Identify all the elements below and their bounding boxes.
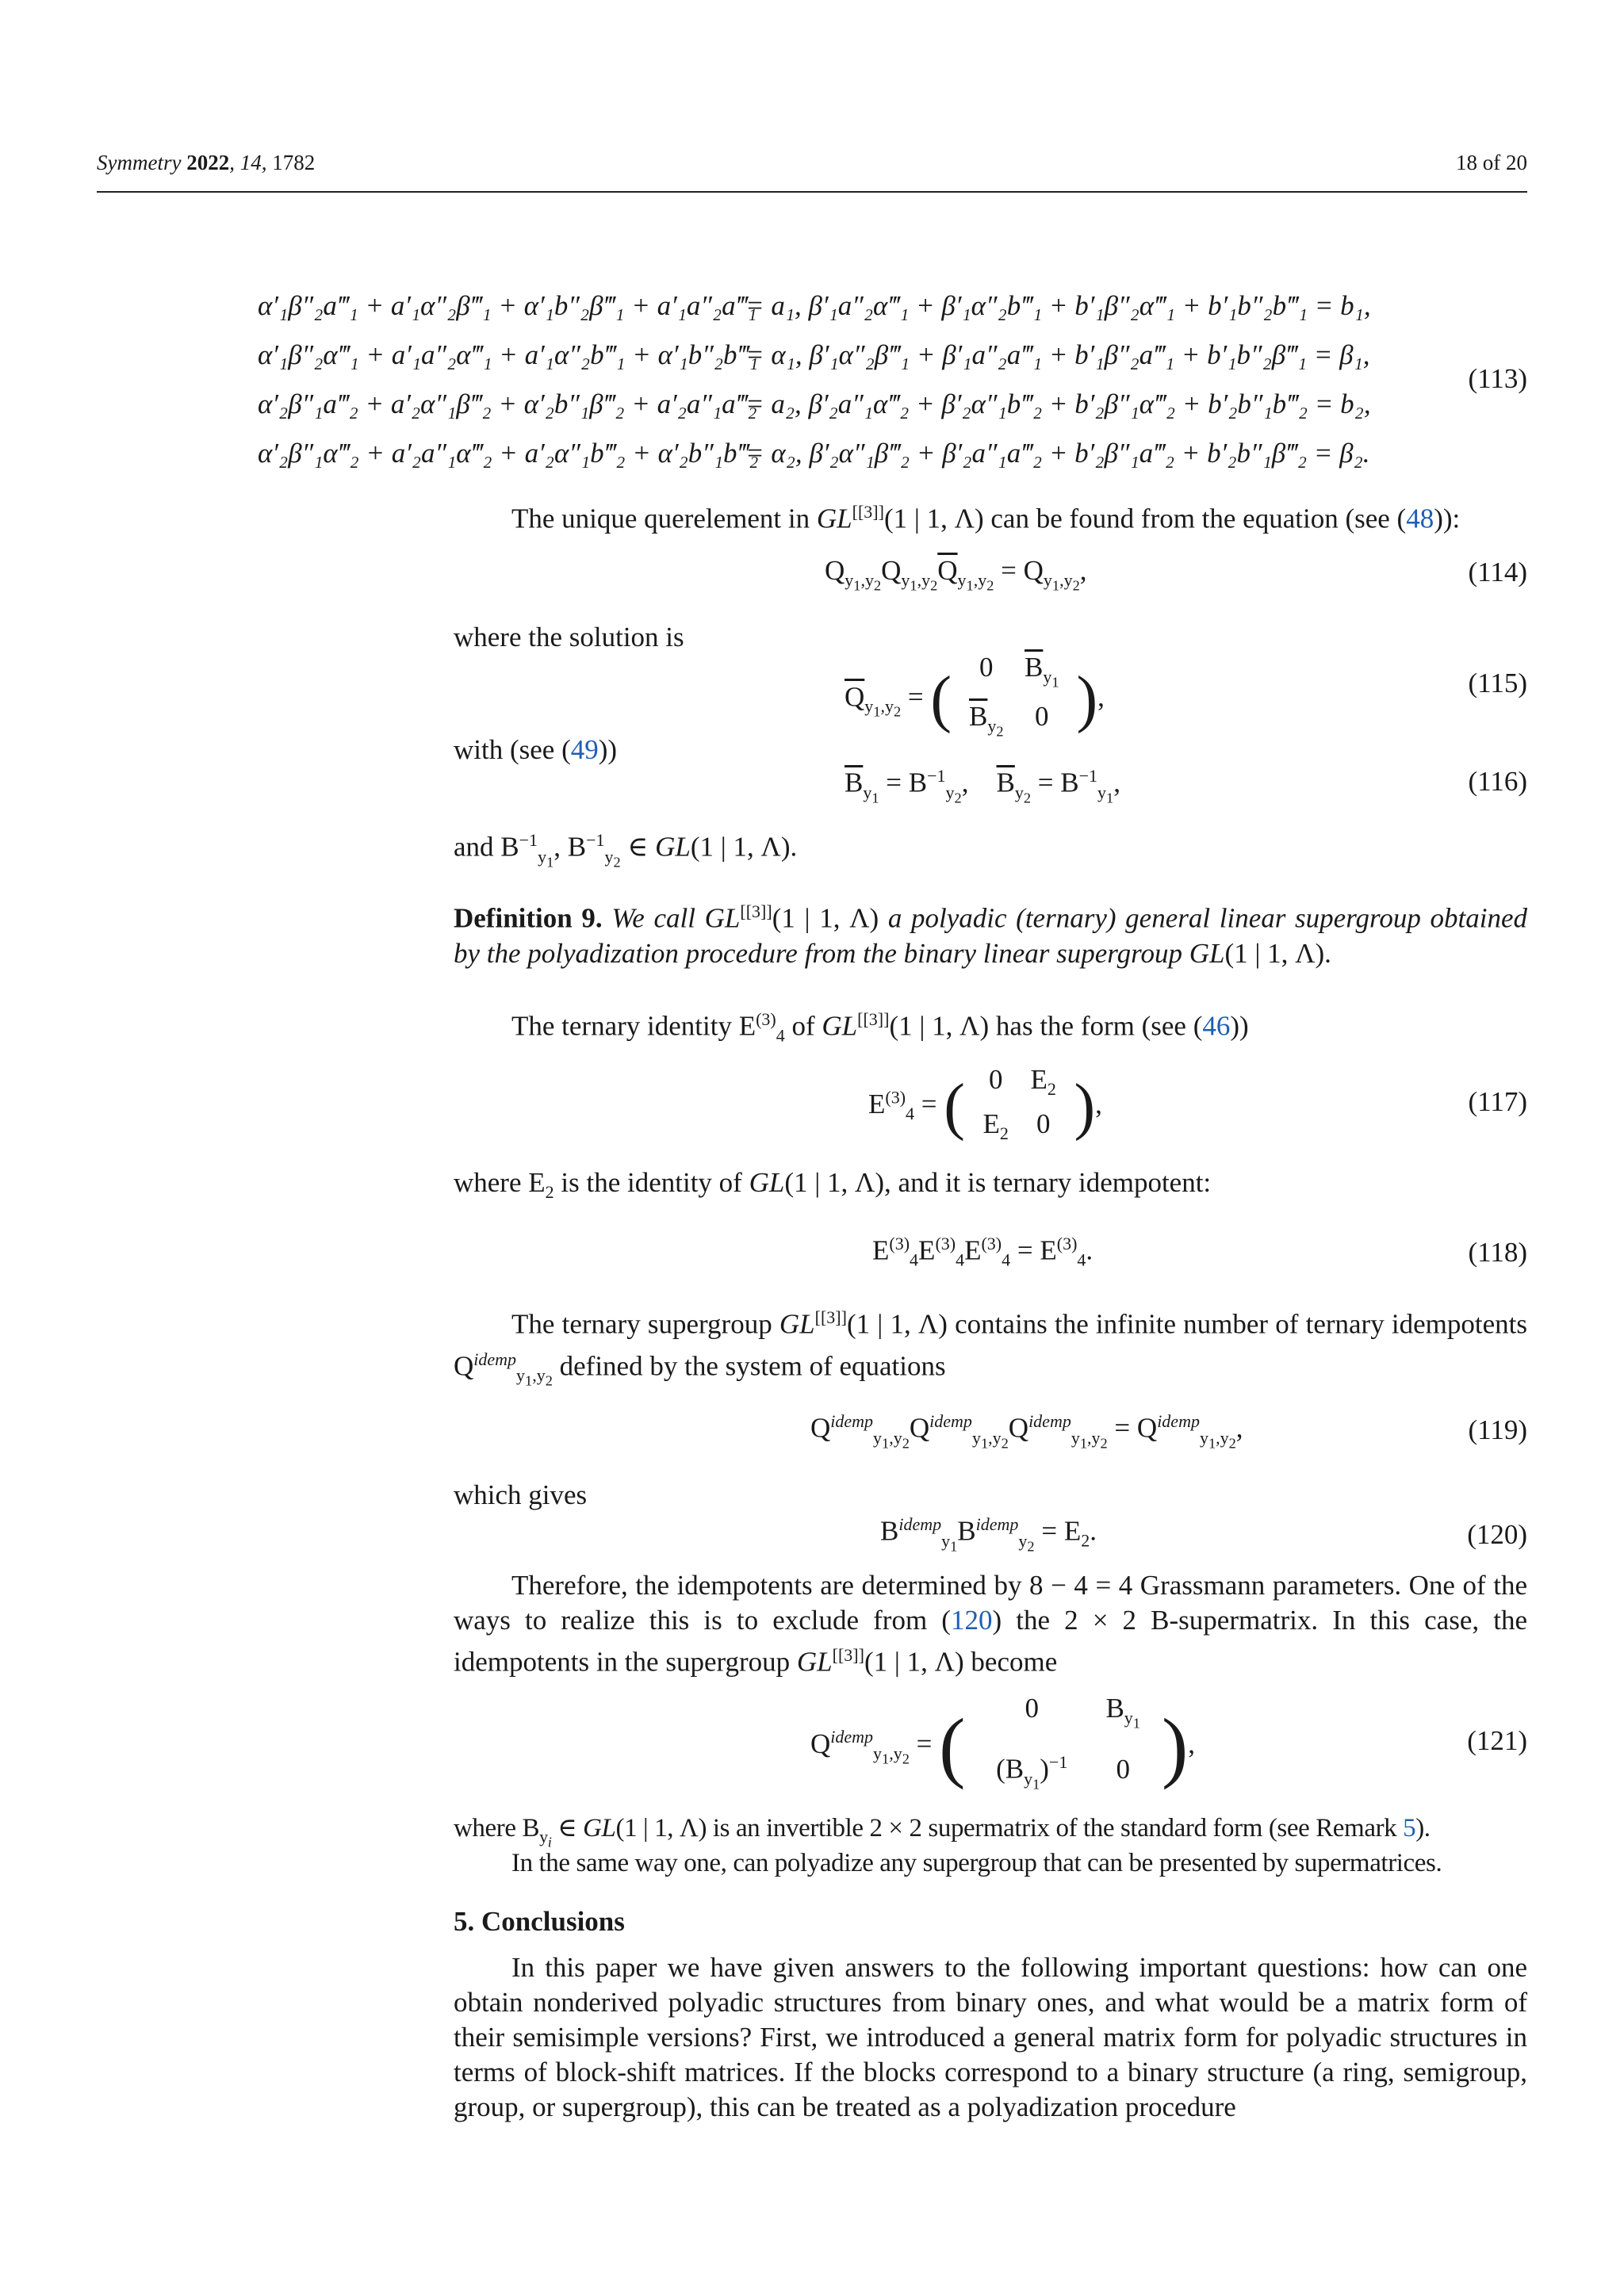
equation-114: $Q_{y_1,y_2}Q_{y_1,y_2}\overline{Q}_{y_1,y_2} = Q_{y_1,y_2}$, xyxy=(825,555,1087,594)
equation-116: $\overline{B}_{y_1} = B^{-1}_{y_2}$, $\overline{B}_{y_2} = B^{-1}_{y_1}$, xyxy=(845,766,1120,806)
equation-number-118: (118) xyxy=(1468,1237,1527,1268)
paragraph-conclusions: In this paper we have given answers to the following important questions: how can one obtain nonderived polyadic structures from binary ones, and what would be a matrix form of their semisimple versions? First, we introduced a general matrix form for polyadic structures in terms of block-shift matrices. If the blocks correspond to a binary structure (a ring, semigroup, group, or supergroup), this can be treated as a polyadization procedure xyxy=(454,1952,1527,2122)
running-header-journal: Symmetry 2022, 14, 1782 xyxy=(97,151,316,174)
paragraph-polyadize-any: In the same way one, can polyadize any supergroup that can be presented by supermatrices. xyxy=(511,1849,1442,1877)
equation-113-line-1: α′₁β″₂a‴₁ + a′₁α″₂β‴₁ + α′₁b″₂β‴₁ + a′₁a″₂a‴₁ = a₁, β′₁a″₂α‴₁ + β′₁α″₂b‴₁ + b′₁β″₂α‴₁ + b′₁b″₂b‴₁ = b₁, xyxy=(258,290,1371,321)
equation-number-115: (115) xyxy=(1468,668,1527,698)
paragraph-with-see: with (see (49)) xyxy=(454,734,618,765)
equation-118: $E^{(3)}_4E^{(3)}_4E^{(3)}_4 = E^{(3)}_4$. xyxy=(872,1234,1094,1270)
definition-9: Definition 9. We call GL[[3]](1 | 1, Λ) a polyadic (ternary) general linear supergroup obtained by the polyadization procedure from the binary linear supergroup GL(1 | 1, Λ). xyxy=(454,901,1527,969)
paragraph-and-inverse: and $B^{-1}_{y_1}$, $B^{-1}_{y_2}$ ∈ GL(1 | 1, Λ). xyxy=(454,830,798,871)
paragraph-invertible-supermatrix: where $B_{y_i}$ ∈ GL(1 | 1, Λ) is an invertible 2 × 2 supermatrix of the standard form (see Remark 5). xyxy=(454,1814,1431,1850)
paragraph-which-gives: which gives xyxy=(454,1479,588,1510)
equation-113-line-3: α′₂β″₁a‴₂ + a′₂α″₁β‴₂ + α′₂b″₁β‴₂ + a′₂a″₁a‴₂ = a₂, β′₂a″₁α‴₂ + β′₂α″₁b‴₂ + b′₂β″₁α‴₂ + b′₂b″₁b‴₂ = b₂, xyxy=(258,388,1371,419)
definition-9-label: Definition 9. xyxy=(454,902,603,934)
paragraph-ternary-identity: The ternary identity $E^{(3)}_4$ of GL[[3]](1 | 1, Λ) has the form (see (46)) xyxy=(511,1009,1249,1046)
equation-121: $Q^{idemp}_{y_1,y_2}$ = ( 0 $B_{y_1}$ $(B_{y_1})^{-1}$ 0 ), xyxy=(810,1693,1196,1793)
equation-120: $B^{idemp}_{y_1}B^{idemp}_{y_2} = E_2$. xyxy=(880,1514,1097,1555)
section-heading-conclusions: 5. Conclusions xyxy=(454,1906,625,1937)
equation-117: $E^{(3)}_4$ = ( 0 $E_2$ $E_2$ 0 ), xyxy=(868,1064,1102,1143)
equation-number-114: (114) xyxy=(1468,557,1527,587)
paragraph-querelement: The unique querelement in GL[[3]](1 | 1, Λ) can be found from the equation (see (48)): xyxy=(511,502,1461,534)
equation-number-120: (120) xyxy=(1467,1519,1527,1550)
equation-number-116: (116) xyxy=(1468,766,1527,797)
equation-number-117: (117) xyxy=(1468,1086,1527,1117)
equation-115: $\overline{Q}_{y_1,y_2}$ = ( 0 $\overline{B}_{y_1}$ $\overline{B}_{y_2}$ 0 ), xyxy=(845,652,1105,740)
paragraph-identity-idempotent: where $E_2$ is the identity of GL(1 | 1, Λ), and it is ternary idempotent: xyxy=(454,1167,1212,1202)
equation-number-119: (119) xyxy=(1468,1414,1527,1445)
equation-113-line-4: α′₂β″₁α‴₂ + a′₂a″₁α‴₂ + a′₂α″₁b‴₂ + α′₂b″₁b‴₂ = α₂, β′₂α″₁β‴₂ + β′₂a″₁a‴₂ + b′₂β″₁a‴₂ + b′₂b″₁β‴₂ = β₂. xyxy=(258,438,1370,469)
paragraph-therefore-idempotents: Therefore, the idempotents are determined by 8 − 4 = 4 Grassmann parameters. One of the ways to realize this is to exclude from (120) the 2 × 2 B-supermatrix. In this case, the idempotents in the supergroup GL[[3]](1 | 1, Λ) become xyxy=(454,1570,1527,1678)
equation-113-line-2: α′₁β″₂α‴₁ + a′₁a″₂α‴₁ + a′₁α″₂b‴₁ + α′₁b″₂b‴₁ = α₁, β′₁α″₂β‴₁ + β′₁a″₂a‴₁ + b′₁β″₂a‴₁ + b′₁b″₂β‴₁ = β₁, xyxy=(258,339,1370,370)
equation-119: $Q^{idemp}_{y_1,y_2}Q^{idemp}_{y_1,y_2}Q^{idemp}_{y_1,y_2} = Q^{idemp}_{y_1,y_2}$, xyxy=(810,1411,1243,1452)
header-rule xyxy=(97,191,1527,193)
equation-number-121: (121) xyxy=(1467,1725,1527,1756)
paragraph-where-solution: where the solution is xyxy=(454,622,684,652)
paragraph-ternary-supergroup: The ternary supergroup GL[[3]](1 | 1, Λ) contains the infinite number of ternary idempotents $Q^{idemp}_{y_1,y_2}$ defined by the system of equations xyxy=(454,1307,1527,1389)
page-number: 18 of 20 xyxy=(1456,151,1527,174)
equation-number-113: (113) xyxy=(1468,363,1527,394)
